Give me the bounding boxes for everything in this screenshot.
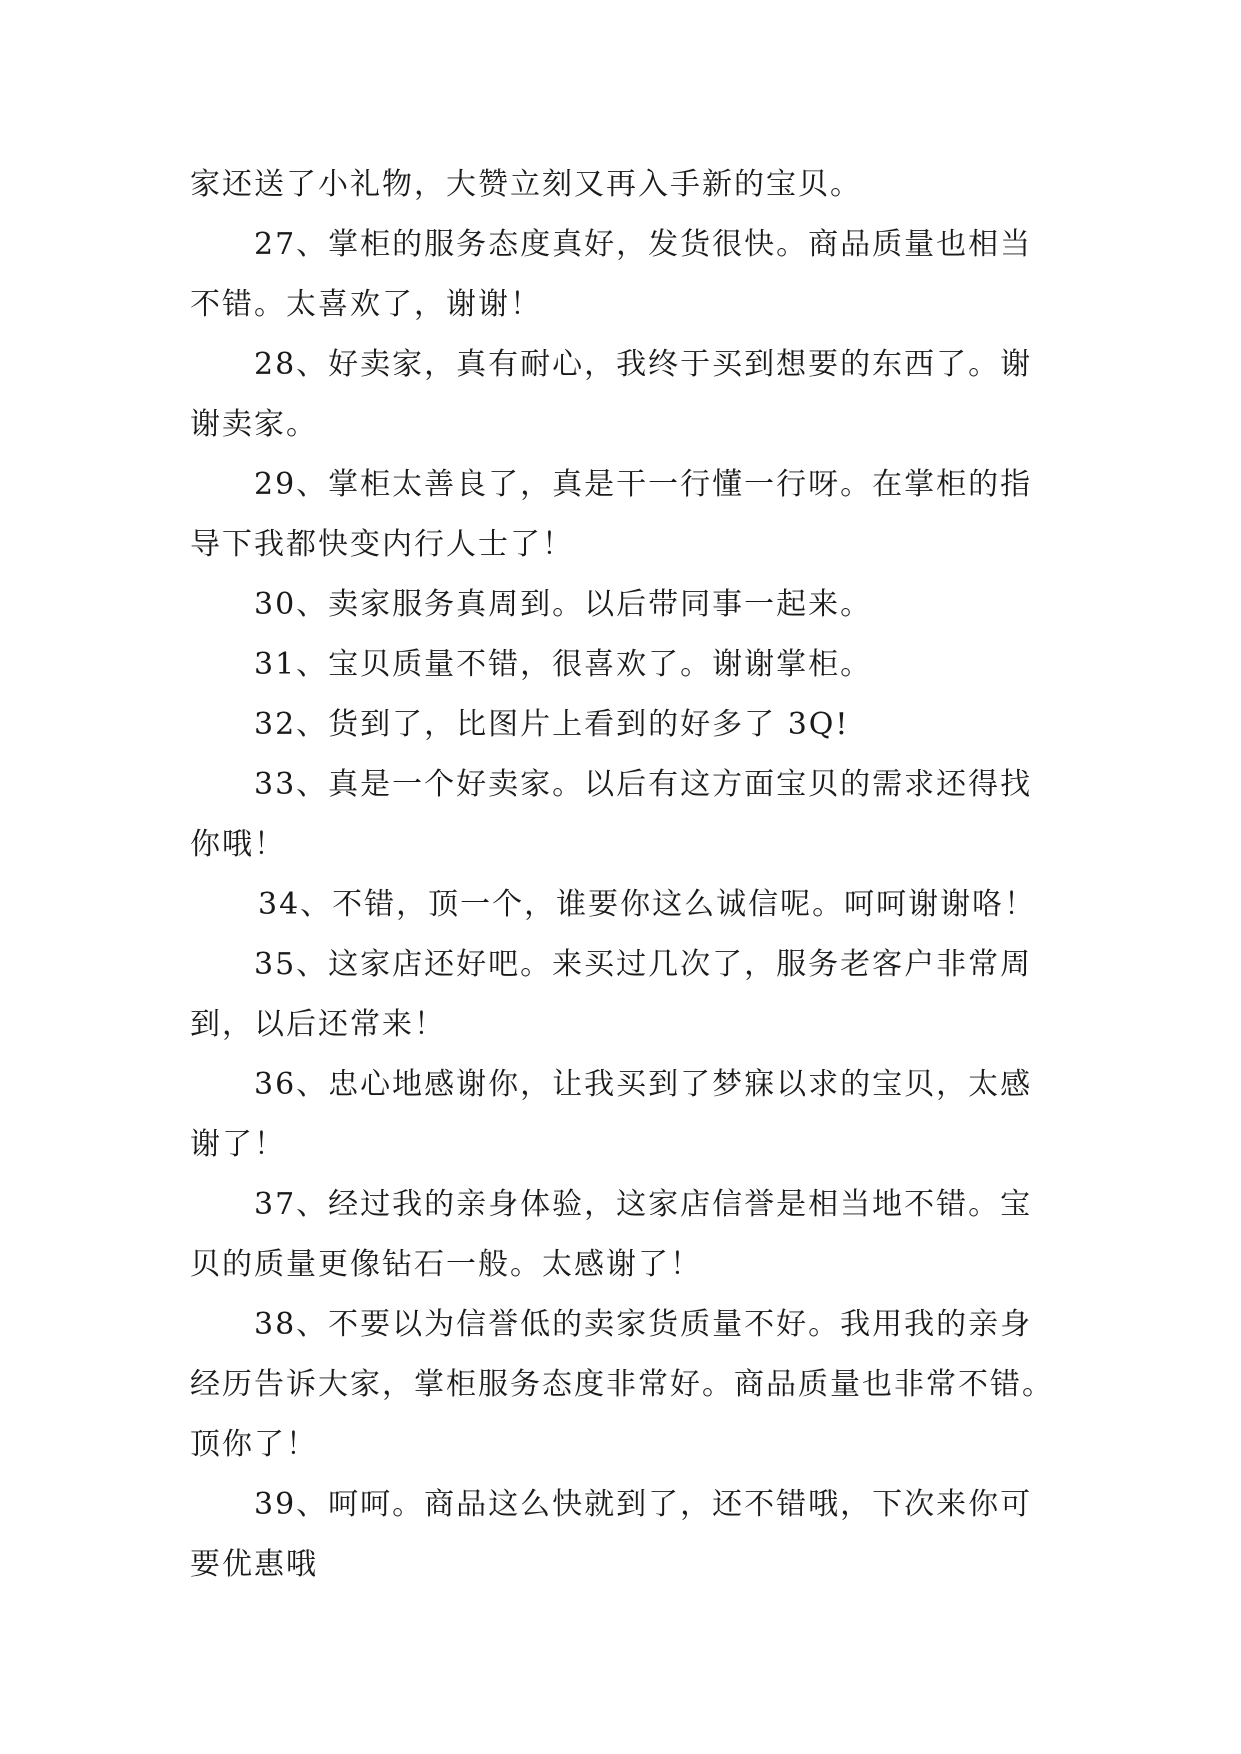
text-line: 34、不错，顶一个，谁要你这么诚信呢。呵呵谢谢咯！ [258,887,1037,922]
text-line: 顶你了！ [190,1427,318,1462]
text-line: 27、掌柜的服务态度真好，发货很快。商品质量也相当 [254,227,1033,262]
text-line: 37、经过我的亲身体验，这家店信誉是相当地不错。宝 [254,1187,1033,1222]
text-line: 30、卖家服务真周到。以后带同事一起来。 [254,587,873,622]
text-line: 谢了！ [190,1127,286,1162]
text-line: 谢卖家。 [190,407,318,442]
text-line: 36、忠心地感谢你，让我买到了梦寐以求的宝贝，太感 [254,1067,1033,1102]
text-line: 39、呵呵。商品这么快就到了，还不错哦，下次来你可 [254,1487,1033,1522]
text-line: 28、好卖家，真有耐心，我终于买到想要的东西了。谢 [254,347,1033,382]
text-line: 35、这家店还好吧。来买过几次了，服务老客户非常周 [254,947,1033,982]
text-line: 38、不要以为信誉低的卖家货质量不好。我用我的亲身 [254,1307,1033,1342]
text-line: 到，以后还常来！ [190,1007,446,1042]
text-line: 29、掌柜太善良了，真是干一行懂一行呀。在掌柜的指 [254,467,1033,502]
document-body [190,155,1054,1595]
text-line: 贝的质量更像钻石一般。太感谢了！ [190,1247,702,1282]
text-line: 要优惠哦 [190,1547,318,1582]
text-line: 33、真是一个好卖家。以后有这方面宝贝的需求还得找 [254,767,1033,802]
text-line: 经历告诉大家，掌柜服务态度非常好。商品质量也非常不错。 [190,1367,1054,1402]
text-line: 家还送了小礼物，大赞立刻又再入手新的宝贝。 [190,167,862,202]
text-line: 导下我都快变内行人士了！ [190,527,574,562]
text-line: 32、货到了，比图片上看到的好多了 3Q! [254,707,850,742]
text-line: 你哦！ [190,827,286,862]
text-line: 不错。太喜欢了，谢谢！ [190,287,542,322]
text-line: 31、宝贝质量不错，很喜欢了。谢谢掌柜。 [254,647,873,682]
